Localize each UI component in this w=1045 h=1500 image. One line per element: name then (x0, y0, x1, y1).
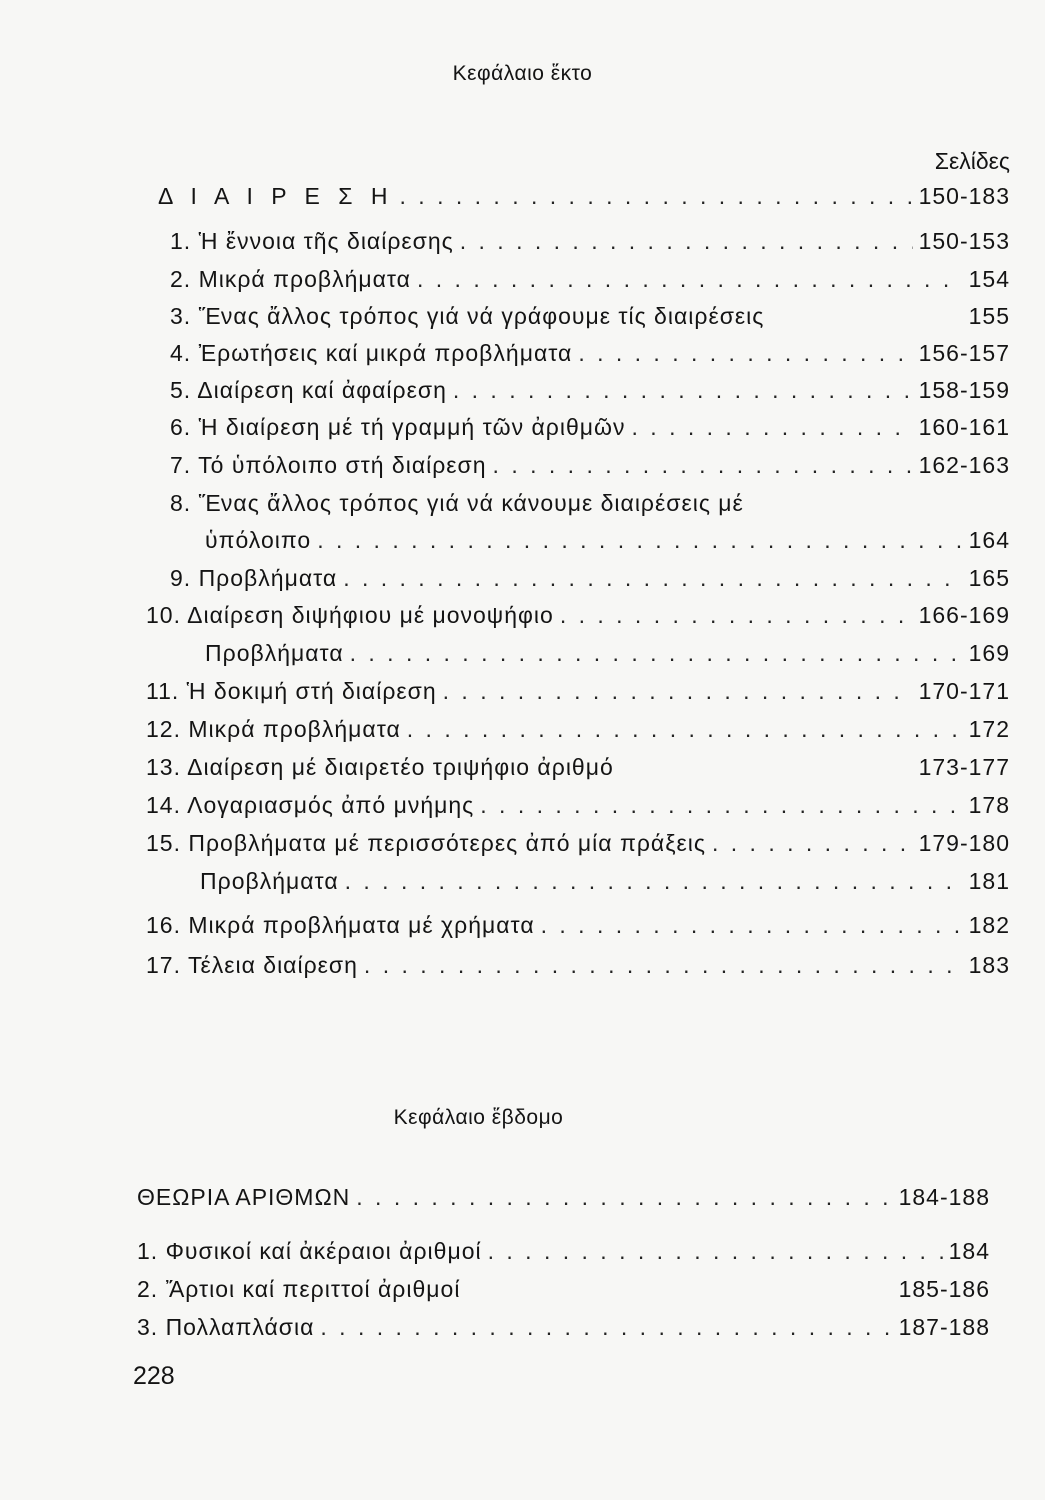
toc-item (170, 303, 1010, 330)
section-pages: 184-188 (898, 1184, 990, 1210)
leader-dots (356, 1184, 892, 1211)
toc-item-label: 3. Πολλαπλάσια (137, 1314, 315, 1340)
toc-item-pages: 173-177 (918, 754, 1010, 780)
leader-dots (364, 952, 963, 979)
toc-item (200, 868, 1010, 895)
toc-item-label: 7. Τό ὑπόλοιπο στή διαίρεση (170, 452, 487, 478)
leader-dots (460, 228, 913, 255)
page-number: 228 (133, 1362, 175, 1390)
leader-dots (417, 266, 963, 293)
toc-item-label: 6. Ἡ διαίρεση μέ τή γραμμή τῶν ἀριθμῶν (170, 414, 626, 440)
toc-item (146, 754, 1010, 781)
toc-item-label: 3. Ἕνας ἄλλος τρόπος γιά νά γράφουμε τίς διαιρέσεις (170, 303, 765, 329)
leader-dots (480, 792, 962, 819)
toc-item-label: 5. Διαίρεση καί ἀφαίρεση (170, 377, 447, 403)
section-title: Δ Ι Α Ι Ρ Ε Σ Η (158, 183, 394, 209)
toc-item (170, 228, 1010, 255)
pages-column-header: Σελίδες (934, 148, 1010, 174)
leader-dots (493, 452, 913, 479)
toc-item-pages: 165 (968, 565, 1010, 591)
toc-item (146, 792, 1010, 819)
toc-item (170, 565, 1010, 592)
toc-item-label: 4. Ἐρωτήσεις καί μικρά προβλήματα (170, 340, 573, 366)
toc-item-pages: 164 (968, 527, 1010, 553)
leader-dots (443, 678, 913, 705)
toc-item-pages: 187-188 (898, 1314, 990, 1340)
toc-item-label: 2. Ἄρτιοι καί περιττοί ἀριθμοί (137, 1276, 461, 1302)
toc-item (170, 340, 1010, 367)
toc-item-label: Προβλήματα (205, 640, 344, 666)
toc-item-pages: 172 (968, 716, 1010, 742)
toc-item (170, 452, 1010, 479)
toc-item-label: 17. Τέλεια διαίρεση (146, 952, 358, 978)
toc-item (170, 266, 1010, 293)
toc-item-label: Προβλήματα (200, 868, 339, 894)
leader-dots (541, 912, 963, 939)
toc-item (146, 678, 1010, 705)
toc-item-pages: 178 (968, 792, 1010, 818)
toc-item-pages: 169 (968, 640, 1010, 666)
chapter-6-heading: Κεφάλαιο ἕκτο (452, 62, 593, 85)
toc-item-pages: 181 (968, 868, 1010, 894)
toc-item (205, 527, 1010, 554)
toc-item-pages: 158-159 (918, 377, 1010, 403)
toc-item (170, 377, 1010, 404)
leader-dots (350, 640, 963, 667)
toc-section-division (158, 183, 1010, 210)
toc-item-label: 11. Ἡ δοκιμή στή διαίρεση (146, 678, 437, 704)
toc-item-pages: 150-153 (918, 228, 1010, 254)
toc-item (137, 1276, 990, 1303)
toc-item (146, 716, 1010, 743)
toc-item-label: 9. Προβλήματα (170, 565, 338, 591)
toc-item-pages: 162-163 (918, 452, 1010, 478)
leader-dots (453, 377, 913, 404)
toc-item-pages: 170-171 (918, 678, 1010, 704)
toc-item-pages: 155 (968, 303, 1010, 329)
toc-item (205, 640, 1010, 667)
section-pages: 150-183 (918, 183, 1010, 209)
toc-item-label: 2. Μικρά προβλήματα (170, 266, 411, 292)
leader-dots (632, 414, 913, 441)
chapter-7-heading: Κεφάλαιο ἕβδομο (393, 1106, 564, 1129)
toc-item-label: 8. Ἕνας ἄλλος τρόπος γιά νά κάνουμε διαιρέσεις μέ (170, 490, 744, 516)
leader-dots (560, 602, 913, 629)
toc-item-pages: 156-157 (918, 340, 1010, 366)
toc-item (146, 912, 1010, 939)
toc-item-label: 10. Διαίρεση διψήφιου μέ μονοψήφιο (146, 602, 554, 628)
toc-item-label: 16. Μικρά προβλήματα μέ χρήματα (146, 912, 535, 938)
toc-item-label: 12. Μικρά προβλήματα (146, 716, 401, 742)
toc-item-pages: 182 (968, 912, 1010, 938)
leader-dots (400, 183, 913, 210)
section-title: ΘΕΩΡΙΑ ΑΡΙΘΜΩΝ (137, 1184, 351, 1210)
toc-item-pages: 160-161 (918, 414, 1010, 440)
toc-item-pages: 185-186 (898, 1276, 990, 1302)
toc-item (137, 1314, 990, 1341)
toc-item-pages: 154 (968, 266, 1010, 292)
toc-item (170, 414, 1010, 441)
toc-item (146, 952, 1010, 979)
leader-dots (488, 1238, 943, 1265)
toc-item-pages: 183 (968, 952, 1010, 978)
toc-item-label: 14. Λογαριασμός ἀπό μνήμης (146, 792, 475, 818)
toc-item (137, 1238, 990, 1265)
toc-item (146, 602, 1010, 629)
toc-item-label-continuation: ὑπόλοιπο (205, 527, 312, 553)
toc-item-label: 1. Ἡ ἔννοια τῆς διαίρεσης (170, 228, 454, 254)
toc-item-label: 15. Προβλήματα μέ περισσότερες ἀπό μία πράξεις (146, 830, 706, 856)
leader-dots (320, 1314, 892, 1341)
leader-dots (317, 527, 962, 554)
toc-section-number-theory (137, 1184, 990, 1211)
toc-item-pages: 179-180 (918, 830, 1010, 856)
toc-item-pages: 184 (948, 1238, 990, 1264)
toc-item-label: 1. Φυσικοί καί ἀκέραιοι ἀριθμοί (137, 1238, 482, 1264)
toc-item (146, 830, 1010, 857)
leader-dots (343, 565, 962, 592)
toc-item-pages: 166-169 (918, 602, 1010, 628)
toc-item-label: 13. Διαίρεση μέ διαιρετέο τριψήφιο ἀριθμό (146, 754, 614, 780)
leader-dots (712, 830, 913, 857)
leader-dots (578, 340, 912, 367)
leader-dots (407, 716, 963, 743)
leader-dots (345, 868, 963, 895)
